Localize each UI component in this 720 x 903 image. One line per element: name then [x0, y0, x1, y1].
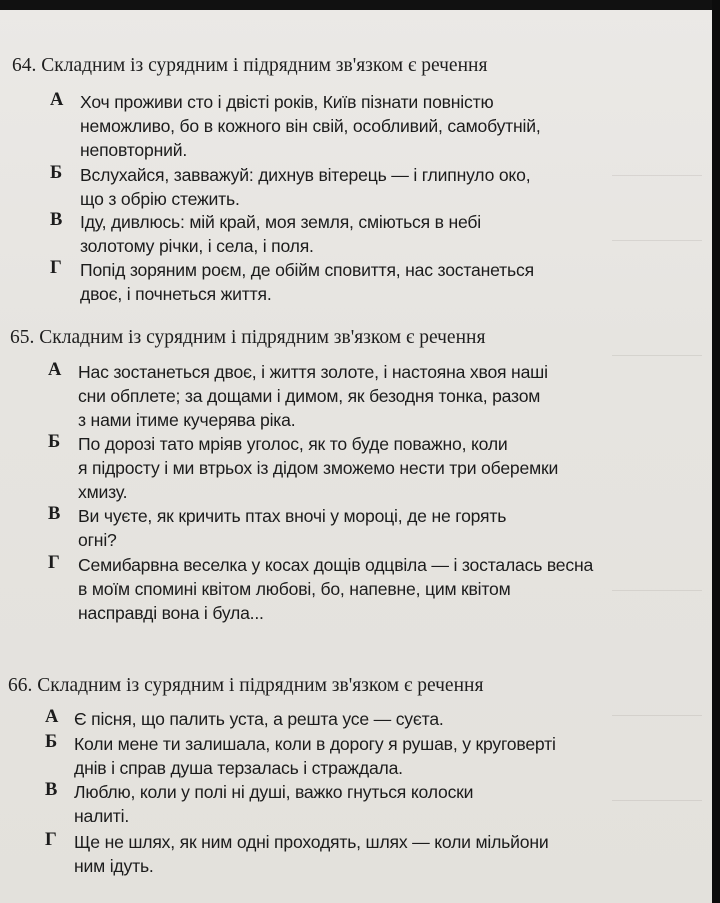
bleed-through-mark	[612, 715, 702, 726]
option-line: хмизу.	[78, 482, 128, 502]
option-line: огні?	[78, 530, 117, 550]
option-line: Нас зостанеться двоє, і життя золоте, і настояна хвоя наші	[78, 362, 548, 382]
option-line: з нами ітиме кучерява ріка.	[78, 410, 296, 430]
option-line: днів і справ душа терзалась і страждала.	[74, 758, 403, 778]
option-text	[74, 830, 549, 878]
option-text	[78, 360, 548, 432]
question-title	[10, 327, 485, 349]
option-line: Є пісня, що палить уста, а решта усе — суєта.	[74, 709, 444, 729]
option-text	[80, 210, 481, 258]
option-line: Семибарвна веселка у косах дощів одцвіла — і зосталась весна	[78, 555, 594, 575]
option-text	[80, 90, 541, 162]
option-text	[78, 553, 593, 625]
option-text	[80, 258, 534, 306]
option-line: Люблю, коли у полі ні душі, важко гнуться колоски	[74, 782, 474, 802]
option-line: Хоч проживи сто і двісті років, Київ пізнати повністю	[80, 92, 494, 112]
option-text	[74, 780, 473, 828]
option-line: Ви чуєте, як кричить птах вночі у мороці, де не горять	[78, 506, 507, 526]
option-line: Іду, дивлюсь: мій край, моя земля, сміються в небі	[80, 212, 481, 232]
option-line: ним ідуть.	[74, 856, 154, 876]
option-letter: Б	[45, 732, 58, 752]
bleed-through-mark	[612, 240, 702, 251]
option-letter: А	[48, 360, 62, 380]
option-line: налиті.	[74, 806, 130, 826]
option-line: насправді вона і була...	[78, 603, 264, 623]
option-letter: Г	[48, 553, 60, 573]
question-number: 66.	[8, 675, 33, 696]
option-line: що з обрію стежить.	[80, 189, 240, 209]
bleed-through-mark	[612, 590, 702, 601]
option-letter: Б	[50, 163, 63, 183]
option-letter: Г	[45, 830, 57, 850]
option-line: Вслухайся, завважуй: дихнув вітерець — і глипнуло око,	[80, 165, 531, 185]
option-line: золотому річки, і села, і поля.	[80, 236, 314, 256]
bleed-through-mark	[612, 355, 702, 366]
option-line: неможливо, бо в кожного він свій, особливий, самобутній,	[80, 116, 541, 136]
option-line: сни обплете; за дощами і димом, як безодня тонка, разом	[78, 386, 541, 406]
option-line: Ще не шлях, як ним одні проходять, шлях — коли мільйони	[74, 832, 549, 852]
option-letter: В	[50, 210, 63, 230]
screenshot-top-bar	[0, 0, 720, 10]
option-letter: В	[48, 504, 61, 524]
option-line: неповторний.	[80, 140, 188, 160]
question-prompt: Складним із сурядним і підрядним зв'язком є речення	[37, 675, 484, 696]
option-letter: Б	[48, 432, 61, 452]
bleed-through-mark	[612, 175, 702, 186]
screenshot-right-edge	[712, 0, 720, 903]
question-title	[12, 55, 487, 77]
option-text	[78, 432, 558, 504]
option-text	[74, 732, 556, 780]
option-line: Коли мене ти залишала, коли в дорогу я рушав, у круговерті	[74, 734, 556, 754]
option-line: Попід зоряним роєм, де обійм сповиття, нас зостанеться	[80, 260, 534, 280]
option-line: я підросту і ми втрьох із дідом зможемо нести три оберемки	[78, 458, 559, 478]
option-text	[80, 163, 530, 211]
question-number: 65.	[10, 327, 35, 348]
question-number: 64.	[12, 55, 37, 76]
question-title	[8, 675, 483, 697]
option-line: в моїм спомині квітом любові, бо, напевне, цим квітом	[78, 579, 511, 599]
question-prompt: Складним із сурядним і підрядним зв'язком є речення	[41, 55, 488, 76]
question-prompt: Складним із сурядним і підрядним зв'язком є речення	[39, 327, 486, 348]
option-letter: А	[50, 90, 64, 110]
option-letter: А	[45, 707, 59, 727]
option-letter: Г	[50, 258, 62, 278]
option-text	[74, 707, 444, 731]
option-letter: В	[45, 780, 58, 800]
bleed-through-mark	[612, 800, 702, 811]
option-line: По дорозі тато мріяв уголос, як то буде поважно, коли	[78, 434, 508, 454]
option-text	[78, 504, 506, 552]
option-line: двоє, і почнеться життя.	[80, 284, 272, 304]
